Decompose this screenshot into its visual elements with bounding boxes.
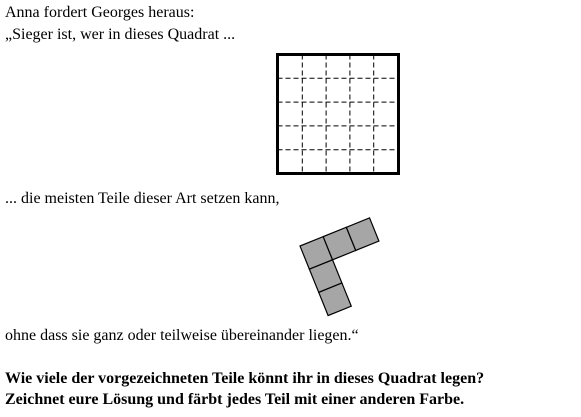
description-line: ... die meisten Teile dieser Art setzen kann,: [5, 190, 280, 207]
quote-line-start: „Sieger ist, wer in dieses Quadrat ...: [5, 26, 236, 43]
condition-line: ohne dass sie ganz oder teilweise übereinander liegen.“: [5, 327, 359, 344]
question-line: Wie viele der vorgezeichneten Teile könnt ihr in dieses Quadrat legen?: [5, 370, 485, 387]
dashed-square-grid: [276, 53, 400, 175]
grid-outer-border: [278, 55, 399, 174]
l-shaped-piece: [298, 216, 380, 313]
intro-line: Anna fordert Georges heraus:: [5, 4, 195, 21]
instruction-line: Zeichnet eure Lösung und färbt jedes Teil mit einer anderen Farbe.: [5, 391, 465, 408]
